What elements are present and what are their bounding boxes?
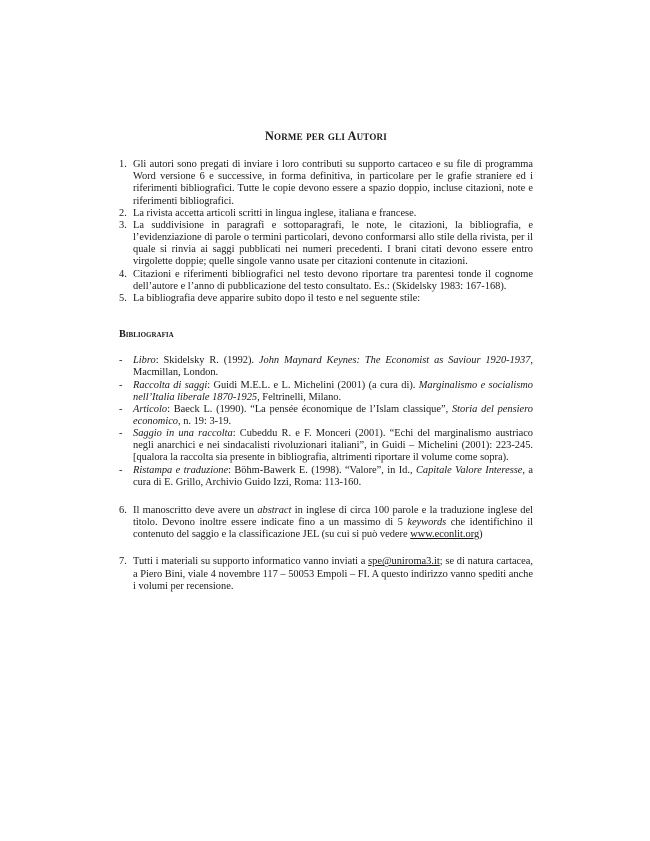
item-text: ; se di natura cartacea, a Piero Bini, viale 4 novembre 117 – 50053 Empoli – FI. A questo indirizzo vanno spediti anche i volumi per recensione. — [133, 556, 533, 592]
bibliography-entry — [119, 465, 533, 489]
entry-text: : Cubeddu R. e F. Monceri (2001). “Echi del marginalismo austriaco negli anarchici e nei sindacalisti rivoluzionari italiani”, in Guidi – Michelini (2001): 223-245. [qualora la raccolta sia presente in bibliografia, altrimenti riportare il volume come sopra). — [133, 428, 534, 464]
entry-text: : Guidi M.E.L. e L. Michelini (2001) (a cura di). — [207, 379, 419, 391]
rules-list-final — [119, 556, 533, 592]
list-item — [119, 269, 533, 293]
entry-type-label: Saggio in una raccolta — [133, 428, 233, 440]
list-item — [119, 556, 533, 592]
item-text: che identifichino il contenuto del saggio e la classificazione JEL (su cui si può vedere — [133, 517, 533, 541]
entry-text-end: , n. 19: 3-19. — [178, 415, 232, 427]
abstract-term: abstract — [257, 504, 292, 516]
item-text: Il manoscritto deve avere un — [133, 504, 258, 516]
entry-dash: - — [119, 428, 123, 440]
entry-text-end: , Feltrinelli, Milano. — [257, 391, 342, 403]
item-text: Citazioni e riferimenti bibliografici nel testo devono riportare tra parentesi tonde il cognome dell’autore e l’anno di pubblicazione del testo consultato. Es.: (Skidelsky 1983: 167-168). — [133, 268, 533, 292]
item-text: Gli autori sono pregati di inviare i loro contributi su supporto cartaceo e su file di programma Word versione 6 e successive, in forma definitiva, in particolare per le grafie straniere ed i riferimenti bibliografici. Tutte le copie devono essere a spazio doppio, incluse citazioni, note e riferimenti bibliografici. — [133, 159, 533, 207]
entry-italic-title: Storia del pensiero economico — [133, 403, 533, 427]
bibliography-entry — [119, 404, 533, 428]
item-number: 1. — [119, 159, 127, 171]
entry-italic-title: Marginalismo e socialismo nell’Italia liberale 1870-1925 — [133, 379, 533, 403]
list-item — [119, 293, 533, 305]
list-item — [119, 208, 533, 220]
entry-italic-title: John Maynard Keynes: The Economist as Saviour 1920-1937 — [258, 355, 531, 367]
bibliography-heading: Bibliografia — [119, 329, 174, 341]
item-number: 2. — [119, 207, 127, 219]
item-number: 7. — [119, 556, 127, 568]
keywords-term: keywords — [407, 517, 447, 529]
item-text: La rivista accetta articoli scritti in lingua inglese, italiana e francese. — [133, 207, 417, 219]
item-number: 4. — [119, 268, 127, 280]
entry-text: : Skidelsky R. (1992). — [155, 355, 259, 367]
entry-italic-title: Capitale Valore Interesse — [415, 464, 523, 476]
bibliography-entry — [119, 355, 533, 379]
rules-list-continued — [119, 505, 533, 541]
item-text: in inglese di circa 100 parole e la traduzione inglese del titolo. Devono inoltre essere indicate fino a un massimo di 5 — [133, 504, 533, 529]
email-link[interactable]: spe@uniroma3.it — [368, 556, 440, 568]
bibliography-entry — [119, 428, 533, 464]
entry-type-label: Libro — [133, 355, 156, 367]
item-number: 6. — [119, 504, 127, 516]
list-item — [119, 159, 533, 208]
item-text: ) — [479, 529, 483, 541]
item-text: La suddivisione in paragrafi e sottoparagrafi, le note, le citazioni, la bibliografia, e l’evidenziazione di parole o termini particolari, devono conformarsi allo stile della rivista, per il quale si rinvia ai saggi pubblicati nei numeri precedenti. I brani citati devono essere entro virgolette doppie; quelle singole vanno usate per citazioni contenute in citazioni. — [133, 219, 533, 268]
page-title: Norme per gli Autori — [265, 129, 387, 143]
entry-type-label: Ristampa e traduzione — [133, 464, 229, 476]
entry-type-label: Raccolta di saggi — [133, 379, 208, 391]
list-item — [119, 220, 533, 269]
rules-list — [119, 159, 533, 305]
entry-dash: - — [119, 379, 123, 391]
list-item — [119, 505, 533, 541]
entry-dash: - — [119, 464, 123, 476]
page-content — [119, 130, 533, 593]
entry-dash: - — [119, 403, 123, 415]
bibliography-list — [119, 355, 533, 489]
entry-type-label: Articolo — [133, 403, 168, 415]
entry-text: : Böhm-Bawerk E. (1998). “Valore”, in Id., — [228, 464, 416, 476]
item-number: 5. — [119, 292, 127, 304]
item-text: Tutti i materiali su supporto informatico vanno inviati a — [133, 556, 369, 568]
item-number: 3. — [119, 219, 127, 231]
entry-dash: - — [119, 355, 123, 367]
item-text: La bibliografia deve apparire subito dopo il testo e nel seguente stile: — [133, 292, 421, 304]
econlit-link[interactable]: www.econlit.org — [410, 529, 480, 541]
entry-text-end: , a cura di E. Grillo, Archivio Guido Izzi, Roma: 113-160. — [133, 464, 533, 488]
entry-text: : Baeck L. (1990). “La pensée économique de l’Islam classique”, — [167, 403, 452, 415]
bibliography-entry — [119, 380, 533, 404]
entry-text-end: , Macmillan, London. — [133, 355, 533, 379]
